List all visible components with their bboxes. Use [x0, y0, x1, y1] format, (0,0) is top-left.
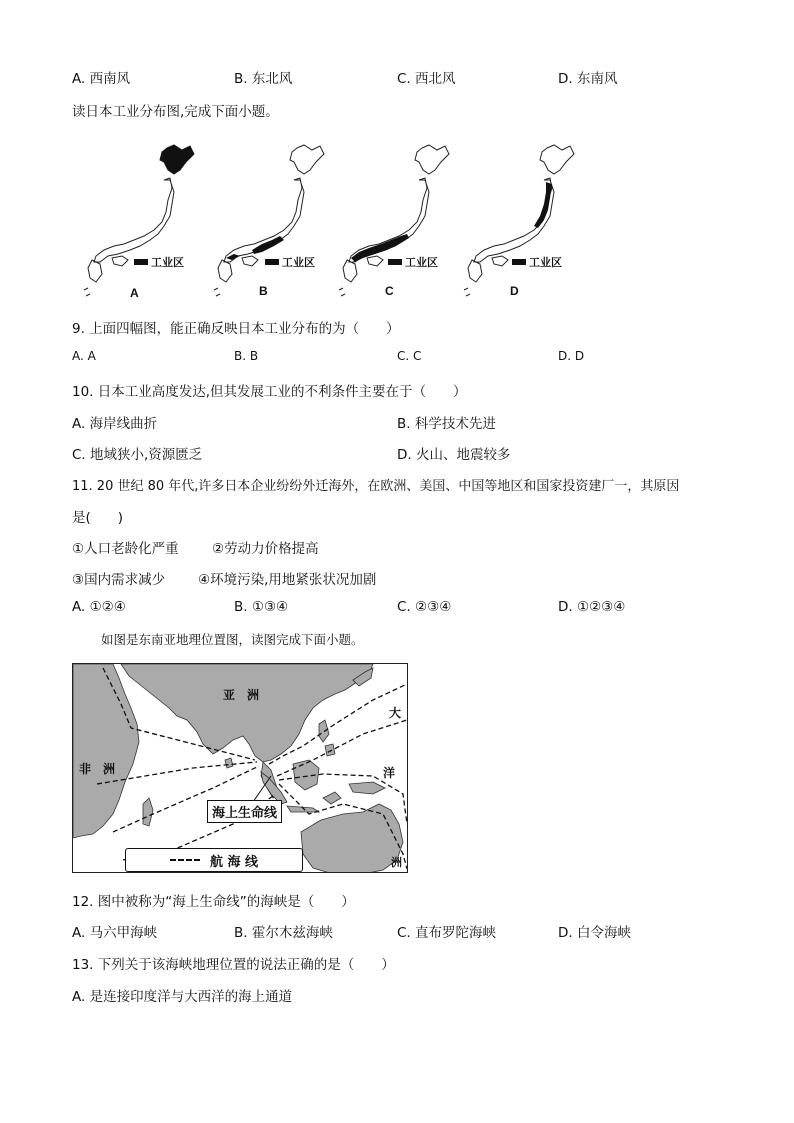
- route-legend-label: 航 海 线: [209, 854, 259, 870]
- legend-c: 工业区: [388, 254, 438, 270]
- q13-option-a[interactable]: A. 是连接印度洋与大西洋的海上通道: [72, 989, 293, 1005]
- q11-statement-2: ②劳动力价格提高: [212, 541, 319, 557]
- q11-option-c[interactable]: C. ②③④: [397, 599, 452, 615]
- q10-option-a[interactable]: A. 海岸线曲折: [72, 416, 158, 432]
- q11-option-d[interactable]: D. ①②③④: [558, 599, 626, 615]
- ocean-label-yang: 洋: [383, 766, 396, 780]
- japan-map-a: [84, 145, 194, 296]
- q11-statement-3: ③国内需求减少: [72, 572, 166, 588]
- japan-map-d: [464, 145, 574, 296]
- q11-option-b[interactable]: B. ①③④: [234, 599, 289, 615]
- route-legend: [125, 848, 303, 872]
- q9-option-d[interactable]: D. D: [558, 349, 585, 363]
- map-label-c: C: [385, 284, 394, 298]
- sea-intro: 如图是东南亚地理位置图，读图完成下面小题。: [101, 632, 364, 647]
- q10-option-d[interactable]: D. 火山、地震较多: [397, 447, 511, 463]
- q12-option-b[interactable]: B. 霍尔木兹海峡: [234, 925, 333, 941]
- japan-map-b: [214, 145, 324, 296]
- q13-stem: 13. 下列关于该海峡地理位置的说法正确的是（ ）: [72, 957, 395, 973]
- q12-option-a[interactable]: A. 马六甲海峡: [72, 925, 158, 941]
- q11-statement-4: ④环境污染,用地紧张状况加剧: [198, 572, 377, 588]
- q8-option-d[interactable]: D. 东南风: [558, 71, 618, 87]
- q10-option-b[interactable]: B. 科学技术先进: [397, 416, 496, 432]
- q12-option-d[interactable]: D. 白令海峡: [558, 925, 631, 941]
- sea-map-figure: [72, 663, 408, 873]
- asia-label: 亚 洲: [223, 688, 260, 702]
- legend-d: 工业区: [512, 254, 562, 270]
- legend-a: 工业区: [134, 254, 184, 270]
- q12-option-c[interactable]: C. 直布罗陀海峡: [397, 925, 497, 941]
- q11-option-a[interactable]: A. ①②④: [72, 599, 126, 615]
- route-legend-dash: [170, 859, 200, 861]
- japan-maps-svg: [72, 130, 592, 305]
- q11-stem-line2: 是( ): [72, 510, 124, 526]
- lifeline-callout: 海上生命线: [207, 800, 282, 823]
- japan-map-c: [339, 145, 449, 296]
- q9-option-b[interactable]: B. B: [234, 349, 259, 363]
- q9-option-a[interactable]: A. A: [72, 349, 96, 363]
- q9-option-c[interactable]: C. C: [397, 349, 422, 363]
- q8-option-a[interactable]: A. 西南风: [72, 71, 131, 87]
- map-label-b: B: [259, 284, 268, 298]
- africa-label: 非 洲: [79, 762, 116, 776]
- japan-maps-figure: [72, 130, 592, 305]
- q8-option-b[interactable]: B. 东北风: [234, 71, 293, 87]
- japan-intro: 读日本工业分布图,完成下面小题。: [72, 104, 279, 120]
- q8-option-c[interactable]: C. 西北风: [397, 71, 456, 87]
- q11-stem-line1: 11. 20 世纪 80 年代,许多日本企业纷纷外迁海外，在欧洲、美国、中国等地区和国家投资建厂一，其原因: [72, 479, 680, 494]
- q11-statement-1: ①人口老龄化严重: [72, 541, 179, 557]
- q12-stem: 12. 图中被称为“海上生命线”的海峡是（ ）: [72, 894, 355, 910]
- legend-b: 工业区: [265, 254, 315, 270]
- q10-stem: 10. 日本工业高度发达,但其发展工业的不利条件主要在于（ ）: [72, 384, 467, 400]
- map-label-a: A: [130, 286, 139, 300]
- q9-stem: 9. 上面四幅图，能正确反映日本工业分布的为（ ）: [72, 321, 400, 337]
- map-label-d: D: [510, 284, 519, 298]
- ocean-label-da: 大: [389, 706, 402, 720]
- q10-option-c[interactable]: C. 地域狭小,资源匮乏: [72, 447, 203, 463]
- continent-label-zhou: 洲: [391, 856, 402, 869]
